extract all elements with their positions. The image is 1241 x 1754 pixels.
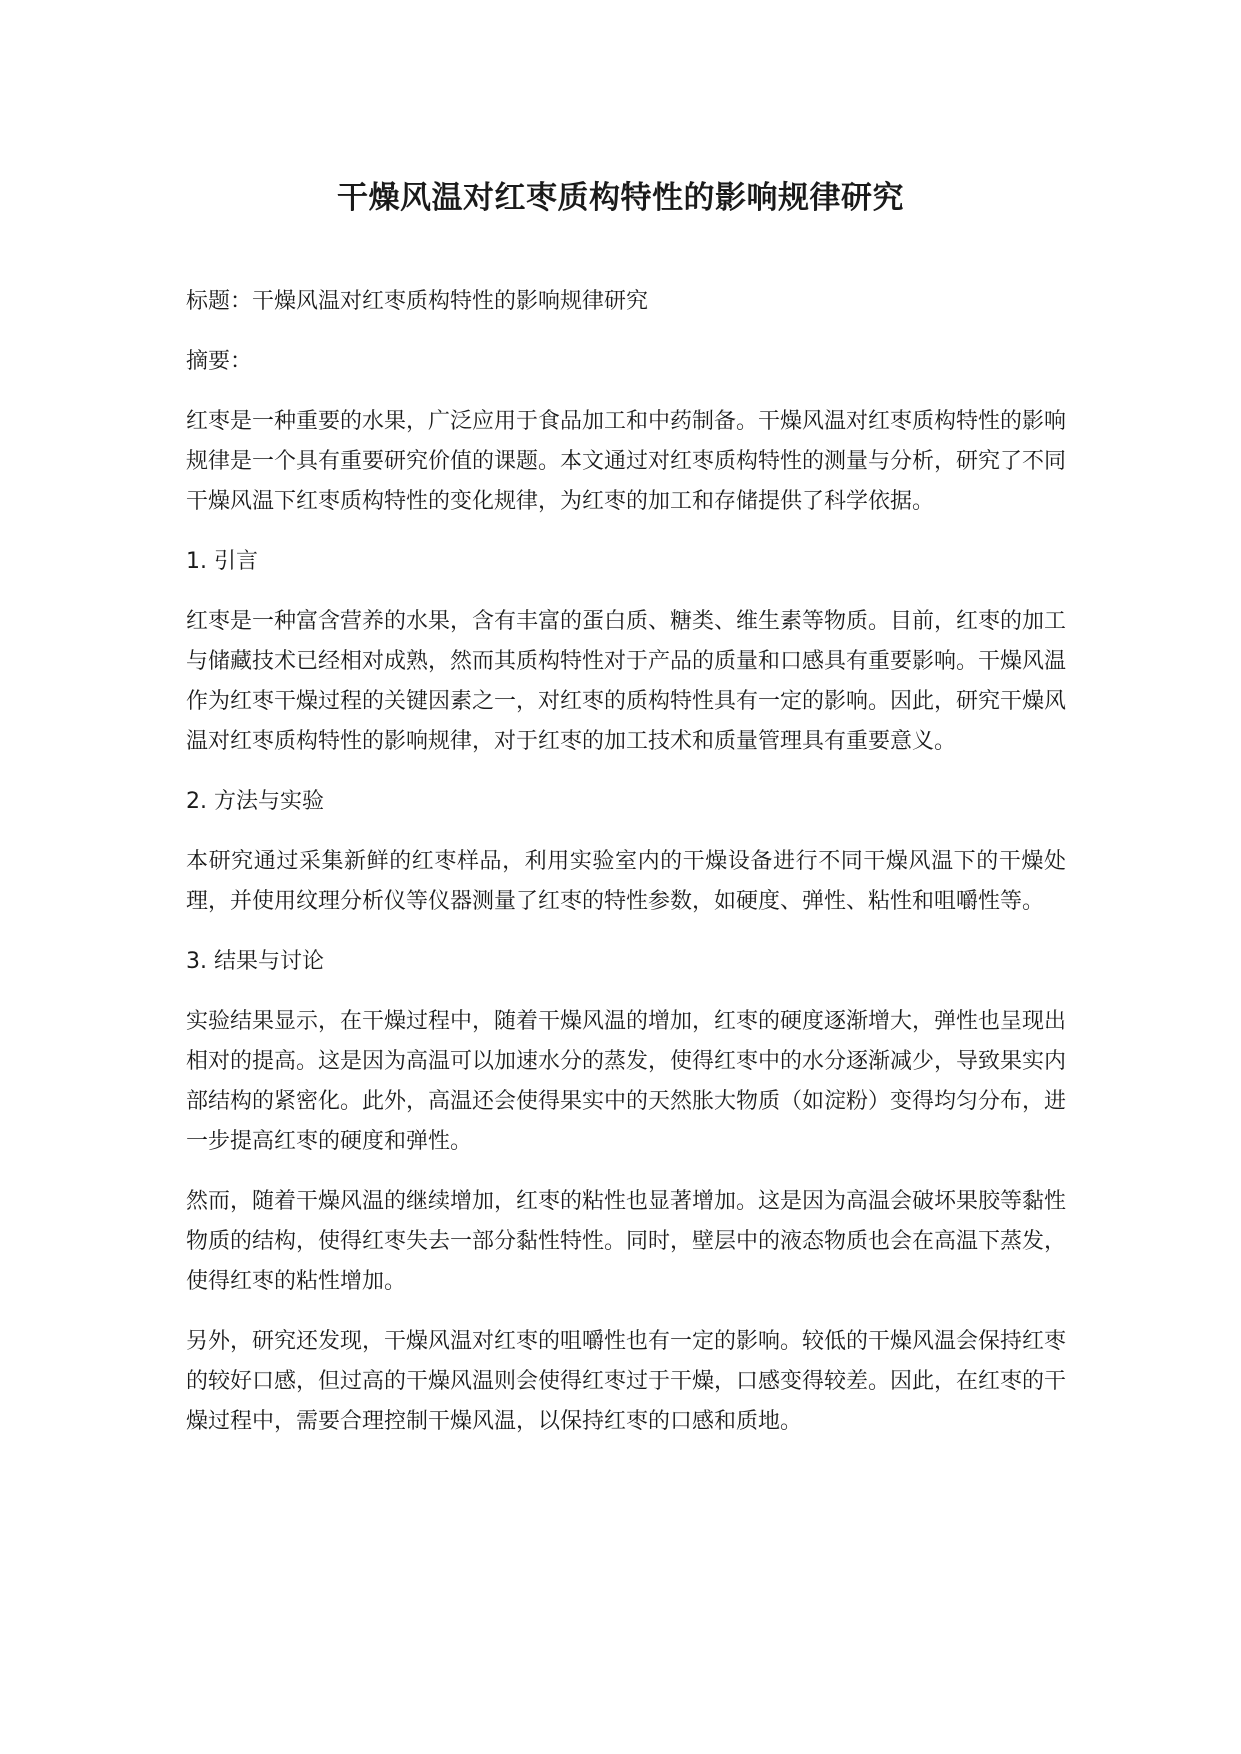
section-heading-methods: 2. 方法与实验 [186, 789, 324, 814]
document-title: 干燥风温对红枣质构特性的影响规律研究 [337, 180, 904, 216]
results-paragraph-3: 另外，研究还发现，干燥风温对红枣的咀嚼性也有一定的影响。较低的干燥风温会保持红枣的较好口感，但过高的干燥风温则会使得红枣过于干燥，口感变得较差。因此，在红枣的干燥过程中，需要合理控制干燥风温，以保持红枣的口感和质地。 [186, 1329, 1067, 1434]
abstract-paragraph: 红枣是一种重要的水果，广泛应用于食品加工和中药制备。干燥风温对红枣质构特性的影响规律是一个具有重要研究价值的课题。本文通过对红枣质构特性的测量与分析，研究了不同干燥风温下红枣质构特性的变化规律，为红枣的加工和存储提供了科学依据。 [186, 409, 1067, 514]
results-paragraph-1: 实验结果显示，在干燥过程中，随着干燥风温的增加，红枣的硬度逐渐增大，弹性也呈现出相对的提高。这是因为高温可以加速水分的蒸发，使得红枣中的水分逐渐减少，导致果实内部结构的紧密化。此外，高温还会使得果实中的天然胀大物质（如淀粉）变得均匀分布，进一步提高红枣的硬度和弹性。 [186, 1009, 1067, 1154]
document-body [186, 282, 1066, 1462]
methods-paragraph: 本研究通过采集新鲜的红枣样品，利用实验室内的干燥设备进行不同干燥风温下的干燥处理，并使用纹理分析仪等仪器测量了红枣的特性参数，如硬度、弹性、粘性和咀嚼性等。 [186, 849, 1066, 914]
abstract-label: 摘要： [186, 349, 253, 374]
results-paragraph-2: 然而，随着干燥风温的继续增加，红枣的粘性也显著增加。这是因为高温会破坏果胶等黏性物质的结构，使得红枣失去一部分黏性特性。同时，壁层中的液态物质也会在高温下蒸发，使得红枣的粘性增加。 [186, 1189, 1067, 1294]
section-heading-introduction: 1. 引言 [186, 549, 258, 574]
title-line: 标题：干燥风温对红枣质构特性的影响规律研究 [186, 289, 649, 314]
introduction-paragraph: 红枣是一种富含营养的水果，含有丰富的蛋白质、糖类、维生素等物质。目前，红枣的加工与储藏技术已经相对成熟，然而其质构特性对于产品的质量和口感具有重要影响。干燥风温作为红枣干燥过程的关键因素之一，对红枣的质构特性具有一定的影响。因此，研究干燥风温对红枣质构特性的影响规律，对于红枣的加工技术和质量管理具有重要意义。 [186, 609, 1067, 754]
section-heading-results: 3. 结果与讨论 [186, 949, 324, 974]
